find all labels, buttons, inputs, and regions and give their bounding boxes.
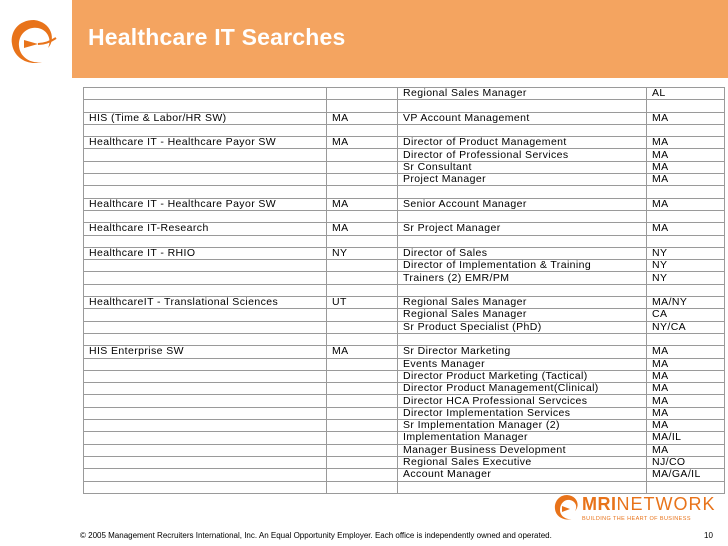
location-cell: MA (647, 358, 725, 370)
table-row (84, 321, 725, 333)
table-row (84, 260, 725, 272)
state-cell (327, 333, 398, 345)
location-cell: NY (647, 272, 725, 284)
position-cell (398, 124, 647, 136)
position-cell: Director of Implementation & Training (398, 260, 647, 272)
table-row (84, 88, 725, 100)
location-cell: MA (647, 174, 725, 186)
table-row (84, 407, 725, 419)
location-cell (647, 186, 725, 198)
state-cell (327, 407, 398, 419)
search-area-cell (84, 174, 327, 186)
table-row (84, 444, 725, 456)
position-cell (398, 284, 647, 296)
location-cell: MA (647, 383, 725, 395)
position-cell: Sr Product Specialist (PhD) (398, 321, 647, 333)
search-area-cell (84, 284, 327, 296)
location-cell: MA (647, 149, 725, 161)
table-row (84, 161, 725, 173)
table-row (84, 272, 725, 284)
table-row (84, 432, 725, 444)
table-row (84, 309, 725, 321)
location-cell (647, 210, 725, 222)
table-row (84, 395, 725, 407)
search-area-cell (84, 469, 327, 481)
table-row (84, 247, 725, 259)
search-area-cell (84, 210, 327, 222)
position-cell: VP Account Management (398, 112, 647, 124)
location-cell: MA (647, 112, 725, 124)
table-row (84, 346, 725, 358)
state-cell (327, 444, 398, 456)
search-area-cell (84, 88, 327, 100)
search-area-cell: Healthcare IT - Healthcare Payor SW (84, 137, 327, 149)
position-cell: Director Product Management(Clinical) (398, 383, 647, 395)
state-cell (327, 272, 398, 284)
search-area-cell (84, 395, 327, 407)
table-row (84, 137, 725, 149)
state-cell (327, 370, 398, 382)
location-cell (647, 333, 725, 345)
table-row (84, 100, 725, 112)
state-cell: MA (327, 112, 398, 124)
table-row (84, 284, 725, 296)
search-area-cell (84, 333, 327, 345)
search-area-cell (84, 124, 327, 136)
position-cell: Regional Sales Manager (398, 309, 647, 321)
location-cell: MA (647, 161, 725, 173)
state-cell (327, 358, 398, 370)
position-cell (398, 333, 647, 345)
search-area-cell (84, 420, 327, 432)
state-cell (327, 124, 398, 136)
side-bar (0, 0, 72, 546)
position-cell: Sr Director Marketing (398, 346, 647, 358)
location-cell (647, 235, 725, 247)
search-area-cell (84, 321, 327, 333)
position-cell: Director Implementation Services (398, 407, 647, 419)
location-cell (647, 284, 725, 296)
table-row (84, 112, 725, 124)
position-cell: Manager Business Development (398, 444, 647, 456)
state-cell (327, 383, 398, 395)
search-area-cell: HealthcareIT - Translational Sciences (84, 297, 327, 309)
location-cell: NY/CA (647, 321, 725, 333)
state-cell (327, 210, 398, 222)
state-cell (327, 88, 398, 100)
brand-tagline: BUILDING THE HEART OF BUSINESS (582, 516, 691, 522)
table-row (84, 198, 725, 210)
location-cell: MA (647, 223, 725, 235)
brand-swirl-icon (552, 492, 582, 524)
table-row (84, 186, 725, 198)
search-area-cell: Healthcare IT - Healthcare Payor SW (84, 198, 327, 210)
page-number: 10 (704, 531, 713, 540)
location-cell: MA/IL (647, 432, 725, 444)
search-area-cell: Healthcare IT - RHIO (84, 247, 327, 259)
state-cell (327, 235, 398, 247)
position-cell: Events Manager (398, 358, 647, 370)
position-cell: Regional Sales Executive (398, 456, 647, 468)
position-cell: Regional Sales Manager (398, 88, 647, 100)
table-row (84, 174, 725, 186)
location-cell: NY (647, 247, 725, 259)
position-cell: Implementation Manager (398, 432, 647, 444)
position-cell: Trainers (2) EMR/PM (398, 272, 647, 284)
page-title: Healthcare IT Searches (88, 24, 346, 50)
search-area-cell (84, 260, 327, 272)
search-area-cell (84, 444, 327, 456)
position-cell (398, 235, 647, 247)
state-cell: MA (327, 223, 398, 235)
state-cell: UT (327, 297, 398, 309)
search-area-cell: Healthcare IT-Research (84, 223, 327, 235)
location-cell: NY (647, 260, 725, 272)
search-area-cell: HIS Enterprise SW (84, 346, 327, 358)
search-area-cell (84, 149, 327, 161)
searches-table-wrap (83, 87, 720, 494)
state-cell (327, 420, 398, 432)
search-area-cell (84, 383, 327, 395)
position-cell: Director of Professional Services (398, 149, 647, 161)
position-cell: Project Manager (398, 174, 647, 186)
table-row (84, 456, 725, 468)
location-cell: NJ/CO (647, 456, 725, 468)
search-area-cell (84, 272, 327, 284)
position-cell: Regional Sales Manager (398, 297, 647, 309)
searches-table-body (84, 88, 725, 494)
position-cell: Director HCA Professional Servcices (398, 395, 647, 407)
location-cell: MA/NY (647, 297, 725, 309)
location-cell: MA (647, 346, 725, 358)
location-cell (647, 100, 725, 112)
position-cell (398, 100, 647, 112)
table-row (84, 235, 725, 247)
state-cell: MA (327, 137, 398, 149)
state-cell: MA (327, 198, 398, 210)
position-cell: Sr Consultant (398, 161, 647, 173)
table-row (84, 297, 725, 309)
search-area-cell (84, 432, 327, 444)
searches-table (83, 87, 725, 494)
state-cell (327, 186, 398, 198)
state-cell (327, 100, 398, 112)
search-area-cell (84, 161, 327, 173)
location-cell: MA (647, 198, 725, 210)
location-cell: MA (647, 420, 725, 432)
footer-text: © 2005 Management Recruiters International, Inc. An Equal Opportunity Employer. Each office is independently owned and operated. (80, 531, 552, 540)
search-area-cell: HIS (Time & Labor/HR SW) (84, 112, 327, 124)
location-cell: MA (647, 395, 725, 407)
brand-name-bold: MRI (582, 494, 617, 514)
state-cell: NY (327, 247, 398, 259)
search-area-cell (84, 407, 327, 419)
search-area-cell (84, 100, 327, 112)
position-cell: Senior Account Manager (398, 198, 647, 210)
state-cell (327, 469, 398, 481)
position-cell (398, 186, 647, 198)
search-area-cell (84, 456, 327, 468)
brand-name-light: NETWORK (616, 494, 716, 514)
position-cell: Sr Project Manager (398, 223, 647, 235)
table-row (84, 370, 725, 382)
state-cell (327, 309, 398, 321)
state-cell (327, 481, 398, 493)
search-area-cell (84, 186, 327, 198)
search-area-cell (84, 358, 327, 370)
table-row (84, 223, 725, 235)
location-cell: MA (647, 407, 725, 419)
position-cell: Sr Implementation Manager (2) (398, 420, 647, 432)
state-cell (327, 260, 398, 272)
state-cell (327, 161, 398, 173)
location-cell: AL (647, 88, 725, 100)
swirl-logo-icon (4, 14, 64, 70)
location-cell (647, 124, 725, 136)
table-row (84, 124, 725, 136)
location-cell: MA (647, 370, 725, 382)
location-cell: CA (647, 309, 725, 321)
search-area-cell (84, 309, 327, 321)
position-cell: Director of Product Management (398, 137, 647, 149)
table-row (84, 383, 725, 395)
search-area-cell (84, 481, 327, 493)
state-cell (327, 432, 398, 444)
table-row (84, 149, 725, 161)
location-cell: MA (647, 444, 725, 456)
state-cell: MA (327, 346, 398, 358)
table-row (84, 420, 725, 432)
search-area-cell (84, 235, 327, 247)
state-cell (327, 149, 398, 161)
table-row (84, 333, 725, 345)
position-cell: Director Product Marketing (Tactical) (398, 370, 647, 382)
position-cell: Account Manager (398, 469, 647, 481)
state-cell (327, 174, 398, 186)
table-row (84, 210, 725, 222)
state-cell (327, 395, 398, 407)
state-cell (327, 456, 398, 468)
position-cell: Director of Sales (398, 247, 647, 259)
brand-name (582, 494, 716, 515)
mri-network-logo (552, 492, 716, 528)
search-area-cell (84, 370, 327, 382)
location-cell: MA/GA/IL (647, 469, 725, 481)
state-cell (327, 284, 398, 296)
position-cell (398, 210, 647, 222)
table-row (84, 469, 725, 481)
location-cell: MA (647, 137, 725, 149)
table-row (84, 358, 725, 370)
state-cell (327, 321, 398, 333)
